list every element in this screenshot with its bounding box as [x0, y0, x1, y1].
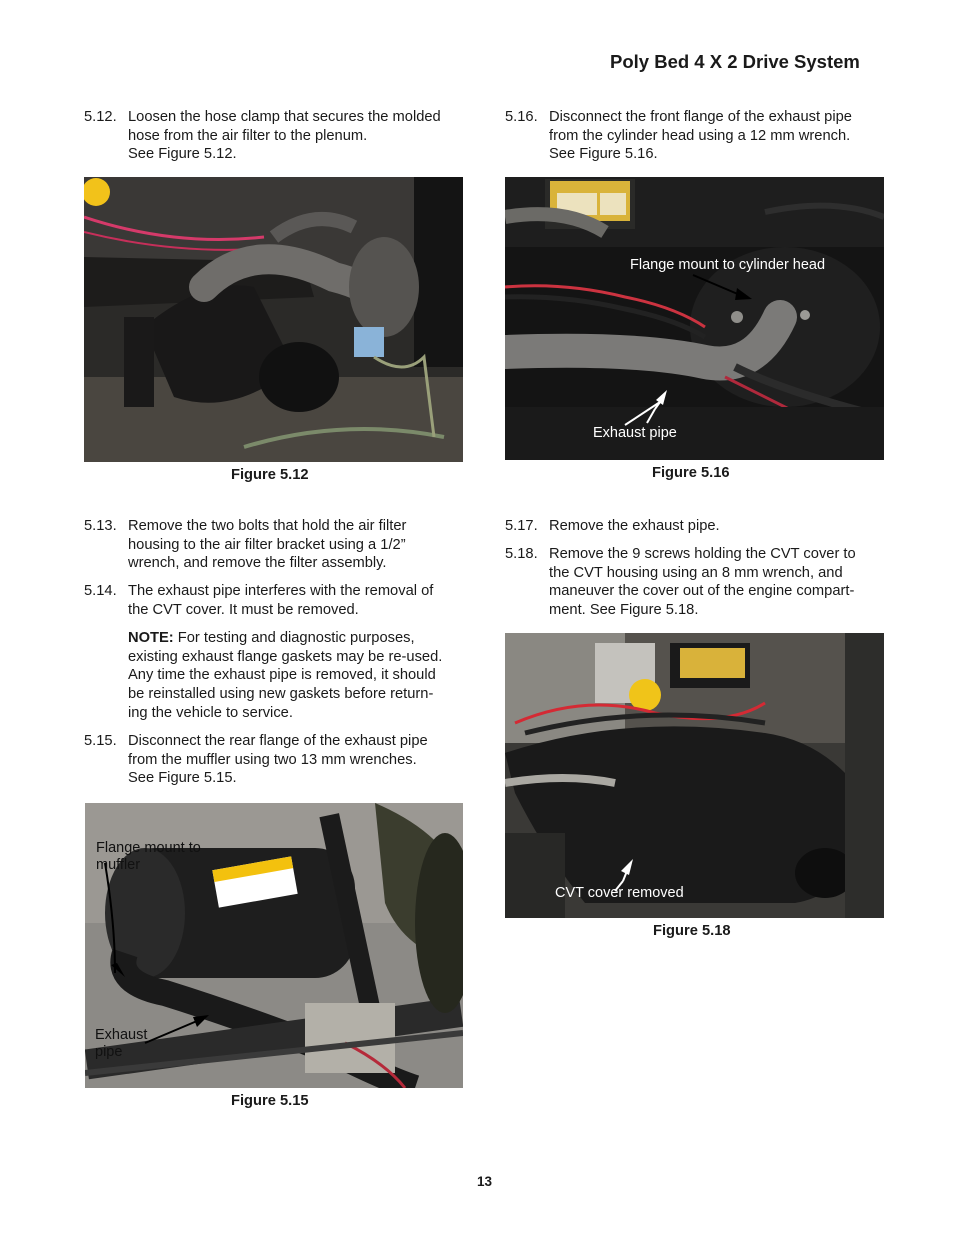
note-line: existing exhaust flange gaskets may be re-used. — [128, 648, 443, 665]
note-line: Any time the exhaust pipe is removed, it should — [128, 667, 436, 684]
callout-cvt-cover-removed: CVT cover removed — [555, 885, 684, 901]
step-line: See Figure 5.12. — [128, 146, 237, 163]
step-line: The exhaust pipe interferes with the removal of — [128, 583, 434, 599]
callout-line: Exhaust — [95, 1027, 148, 1043]
note-label: NOTE: — [128, 630, 174, 646]
figure-5-18-caption: Figure 5.18 — [653, 923, 731, 939]
step-number: 5.13. — [84, 518, 117, 534]
note-line: be reinstalled using new gaskets before return- — [128, 686, 434, 703]
note-line: ing the vehicle to service. — [128, 704, 293, 721]
callout-exhaust-pipe: Exhaust pipe — [593, 425, 677, 441]
step-line: Disconnect the front flange of the exhaust pipe — [549, 109, 852, 125]
step-line: the CVT cover. It must be removed. — [128, 601, 359, 618]
figure-5-15-photo — [85, 803, 463, 1088]
step-number: 5.12. — [84, 109, 117, 125]
step-line: from the muffler using two 13 mm wrenches. — [128, 751, 417, 768]
note-line: For testing and diagnostic purposes, — [173, 630, 415, 646]
step-line: housing to the air filter bracket using a 1/2” — [128, 536, 406, 553]
note-block — [128, 629, 473, 723]
callout-flange-mount-muffler — [96, 840, 201, 874]
step-line: wrench, and remove the filter assembly. — [128, 555, 387, 572]
figure-5-16-caption: Figure 5.16 — [652, 465, 730, 481]
step-line: the CVT housing using an 8 mm wrench, and — [549, 564, 843, 581]
step-line: Disconnect the rear flange of the exhaust pipe — [128, 733, 428, 749]
step-number: 5.18. — [505, 546, 538, 562]
step-line: hose from the air filter to the plenum. — [128, 127, 368, 144]
step-line: ment. See Figure 5.18. — [549, 602, 699, 619]
callout-exhaust-pipe — [95, 1027, 147, 1061]
step-text — [128, 732, 428, 788]
callout-line: muffler — [96, 857, 141, 873]
step-number: 5.16. — [505, 109, 538, 125]
page-header-title: Poly Bed 4 X 2 Drive System — [610, 51, 860, 72]
step-text — [128, 108, 441, 164]
figure-5-12-photo — [84, 177, 463, 462]
step-line: Remove the two bolts that hold the air filter — [128, 518, 407, 534]
step-number: 5.17. — [505, 518, 538, 534]
step-line: Remove the 9 screws holding the CVT cover to — [549, 546, 856, 562]
figure-5-18-photo — [505, 633, 884, 918]
page-number: 13 — [477, 1174, 493, 1189]
figure-5-12-caption: Figure 5.12 — [231, 467, 309, 483]
callout-line: Flange mount to — [96, 840, 201, 856]
step-line: Loosen the hose clamp that secures the molded — [128, 109, 441, 125]
step-text — [128, 517, 406, 573]
step-number: 5.15. — [84, 733, 117, 749]
step-line: See Figure 5.15. — [128, 770, 237, 787]
figure-5-15-caption: Figure 5.15 — [231, 1093, 309, 1109]
step-text — [549, 545, 856, 620]
callout-line: pipe — [95, 1044, 123, 1060]
step-line: maneuver the cover out of the engine compart- — [549, 583, 855, 600]
step-text — [549, 517, 720, 536]
step-line: from the cylinder head using a 12 mm wrench. — [549, 127, 851, 144]
figure-5-16-photo — [505, 177, 884, 460]
step-line: See Figure 5.16. — [549, 146, 658, 163]
step-text — [549, 108, 852, 164]
step-text — [128, 582, 433, 619]
callout-flange-mount-cylinder-head: Flange mount to cylinder head — [630, 257, 826, 273]
step-number: 5.14. — [84, 583, 117, 599]
step-line: Remove the exhaust pipe. — [549, 518, 720, 534]
